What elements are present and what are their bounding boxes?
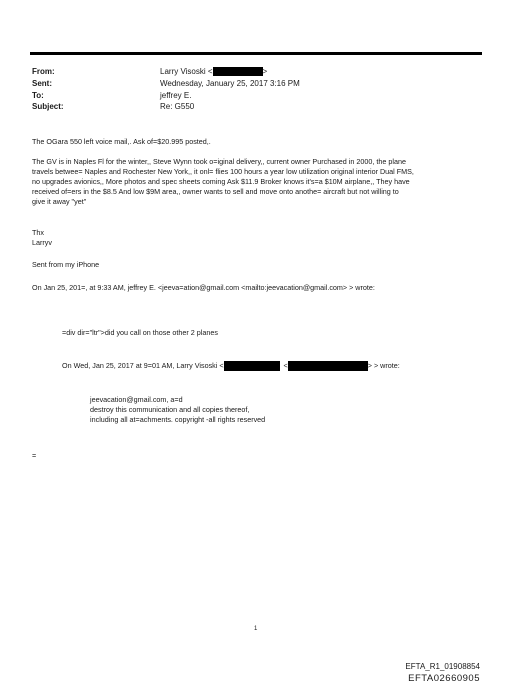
quoted-body <box>90 395 265 425</box>
paragraph-line: give it away "yet" <box>32 197 87 206</box>
quoted-header-2-end: > > wrote: <box>367 361 400 370</box>
page-number: 1 <box>254 626 258 632</box>
body-paragraph-1: The OGara 550 left voice mail,. Ask of=$20.995 posted,. <box>32 137 211 146</box>
body-paragraph-2 <box>32 157 482 207</box>
redaction-box <box>213 67 263 76</box>
from-tail: > <box>262 67 268 76</box>
paragraph-line: travels betwee= Naples and Rochester New York,, it onl= flies 100 hours a year low utilization original interior Dual FMS, <box>32 167 414 176</box>
quoted-line: destroy this communication and all copies thereof, <box>90 405 250 414</box>
quoted-line: jeevacation@gmail.com, a=d <box>90 395 183 404</box>
paragraph-line: no upgrades avionics,, More photos and spec sheets coming Ask $11.9 Broker knows it's=a $10M airplane,, They have <box>32 177 410 186</box>
quoted-div-line: =div dir="ltr">did you call on those other 2 planes <box>62 328 218 337</box>
sent-label: Sent: <box>32 79 52 88</box>
quoted-line: including all at=achments. copyright -all rights reserved <box>90 415 266 424</box>
sent-value: Wednesday, January 25, 2017 3:16 PM <box>160 79 300 88</box>
thanks-text: Thx <box>32 228 44 237</box>
paragraph-line: received of=ers in the $8.5 And low $9M area,, owner wants to sell and move onto anothe= aircraft but not willing to <box>32 187 399 196</box>
from-name: Larry Visoski < <box>160 67 213 76</box>
from-label: From: <box>32 67 55 76</box>
from-value <box>160 67 267 77</box>
quoted-header-2-start: On Wed, Jan 25, 2017 at 9=01 AM, Larry Visoski < <box>62 361 224 370</box>
quoted-header-1: On Jan 25, 201=, at 9:33 AM, jeffrey E. <jeeva=ation@gmail.com <mailto:jeevacation@gmail.com> > wrote: <box>32 283 375 292</box>
quoted-header-2 <box>62 361 400 371</box>
to-label: To: <box>32 91 44 100</box>
paragraph-line: The GV is in Naples Fl for the winter,, Steve Wynn took o=iginal delivery,, current owner Purchased in 2000, the plane <box>32 157 406 166</box>
sent-from-text: Sent from my iPhone <box>32 260 100 269</box>
signoff-text: Larryv <box>32 238 52 247</box>
quoted-header-2-mid: < <box>283 361 288 370</box>
efta-r1-stamp: EFTA_R1_01908854 <box>405 662 480 671</box>
header-rule <box>30 52 482 55</box>
redaction-box <box>288 361 368 371</box>
subject-label: Subject: <box>32 102 64 111</box>
subject-value: Re: G550 <box>160 102 195 111</box>
to-value: jeffrey E. <box>160 91 192 100</box>
redaction-box <box>224 361 280 371</box>
stray-character: = <box>32 451 37 460</box>
efta-stamp: EFTA02660905 <box>408 673 480 684</box>
